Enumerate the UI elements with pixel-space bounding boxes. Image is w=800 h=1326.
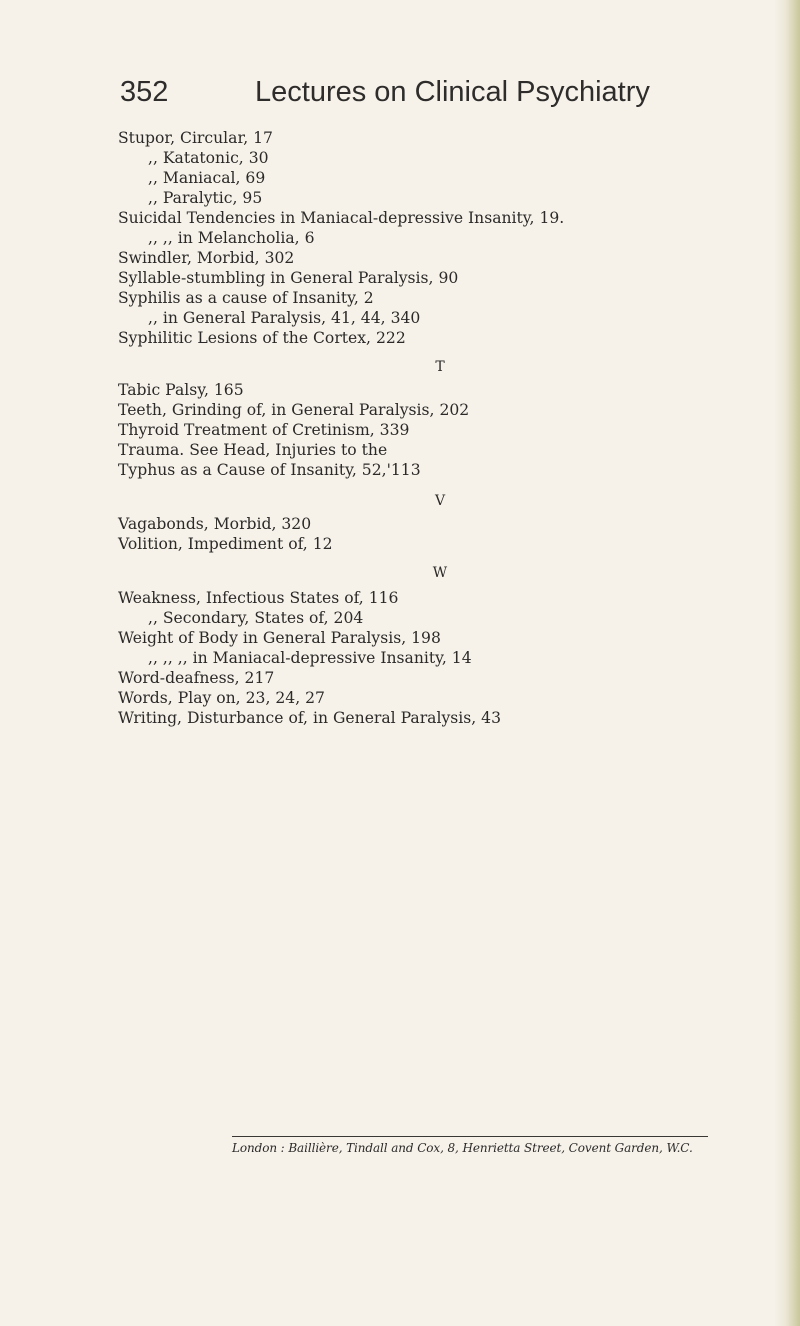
index-entry: Weight of Body in General Paralysis, 198 [118, 629, 441, 647]
index-entry: Typhus as a Cause of Insanity, 52,'113 [118, 461, 421, 479]
publisher-imprint: London : Baillière, Tindall and Cox, 8, Henrietta Street, Covent Garden, W.C. [232, 1141, 693, 1155]
index-entry: Thyroid Treatment of Cretinism, 339 [118, 421, 410, 439]
index-subentry: ,, ,, in Melancholia, 6 [148, 229, 315, 247]
index-subentry: ,, Katatonic, 30 [148, 149, 269, 167]
index-entry: Stupor, Circular, 17 [118, 129, 273, 147]
index-entry: Weakness, Infectious States of, 116 [118, 589, 399, 607]
index-subentry: ,, Secondary, States of, 204 [148, 609, 364, 627]
index-entry: Words, Play on, 23, 24, 27 [118, 689, 325, 707]
index-entry: Trauma. See Head, Injuries to the [118, 441, 388, 459]
index-entry: Word-deafness, 217 [118, 669, 275, 687]
index-entry: Vagabonds, Morbid, 320 [118, 515, 312, 533]
index-entry: Teeth, Grinding of, in General Paralysis, 202 [118, 401, 470, 419]
page-title: Lectures on Clinical Psychiatry [255, 76, 650, 108]
index-subentry: ,, in General Paralysis, 41, 44, 340 [148, 309, 421, 327]
index-entry: Tabic Palsy, 165 [118, 381, 244, 399]
index-subentry: ,, Paralytic, 95 [148, 189, 263, 207]
page-number: 352 [120, 76, 169, 108]
footer-rule [232, 1136, 708, 1137]
section-letter-t: T [435, 359, 445, 375]
index-subentry: ,, Maniacal, 69 [148, 169, 266, 187]
index-entry: Syllable-stumbling in General Paralysis, 90 [118, 269, 459, 287]
index-entry: Syphilitic Lesions of the Cortex, 222 [118, 329, 406, 347]
index-subentry: ,, ,, ,, in Maniacal-depressive Insanity, 14 [148, 649, 472, 667]
section-letter-v: V [434, 493, 446, 509]
index-entry: Suicidal Tendencies in Maniacal-depressive Insanity, 19. [118, 209, 565, 227]
index-entry: Syphilis as a cause of Insanity, 2 [118, 289, 374, 307]
index-entry: Volition, Impediment of, 12 [118, 535, 333, 553]
index-entry: Swindler, Morbid, 302 [118, 249, 295, 267]
section-letter-w: W [432, 565, 448, 581]
index-entry: Writing, Disturbance of, in General Paralysis, 43 [118, 709, 501, 727]
